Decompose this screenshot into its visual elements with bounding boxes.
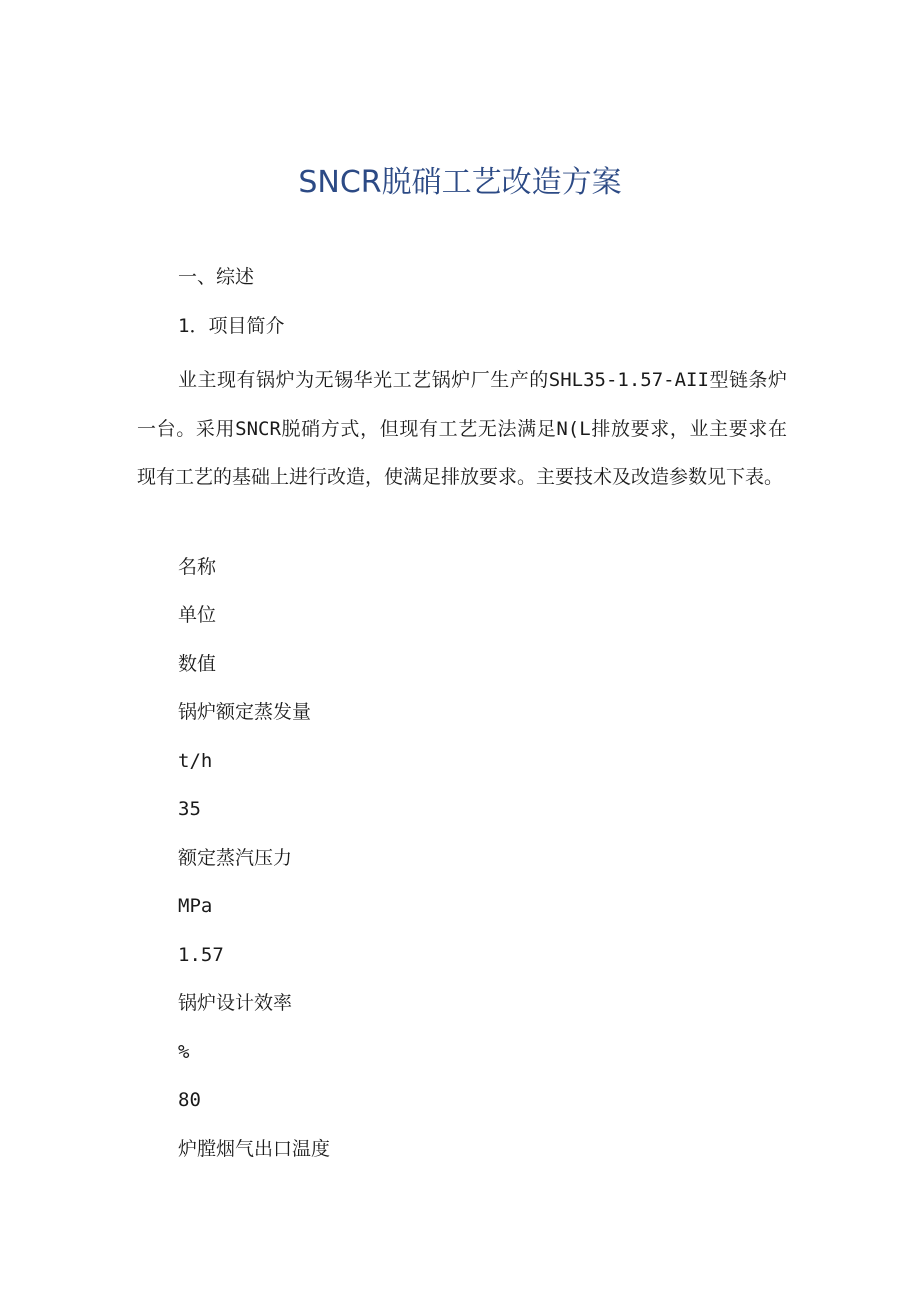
table-cell-name: 炉膛烟气出口温度 <box>178 1138 331 1160</box>
document-title: SNCR脱硝工艺改造方案 <box>298 165 622 200</box>
table-cell-value: 80 <box>178 1089 201 1111</box>
table-cell-name: 锅炉设计效率 <box>178 992 293 1014</box>
table-cell-name: 额定蒸汽压力 <box>178 847 293 869</box>
table-header-unit: 单位 <box>178 604 217 626</box>
table-cell-name: 锅炉额定蒸发量 <box>178 701 312 723</box>
table-header-name: 名称 <box>178 556 217 578</box>
table-cell-unit: t/h <box>178 750 213 772</box>
subsection-heading: 1．项目简介 <box>178 315 285 337</box>
table-cell-unit: MPa <box>178 895 213 917</box>
table-header-value: 数值 <box>178 653 217 675</box>
table-cell-value: 35 <box>178 798 201 820</box>
table-cell-unit: % <box>178 1041 190 1063</box>
section-heading: 一、综述 <box>178 266 255 288</box>
intro-paragraph: 业主现有锅炉为无锡华光工艺锅炉厂生产的SHL35-1.57-AII型链条炉一台。采用SNCR脱硝方式，但现有工艺无法满足N(L排放要求，业主要求在现有工艺的基础上进行改造，使满足排放要求。主要技术及改造参数见下表。 <box>137 369 787 488</box>
table-cell-value: 1.57 <box>178 944 224 966</box>
